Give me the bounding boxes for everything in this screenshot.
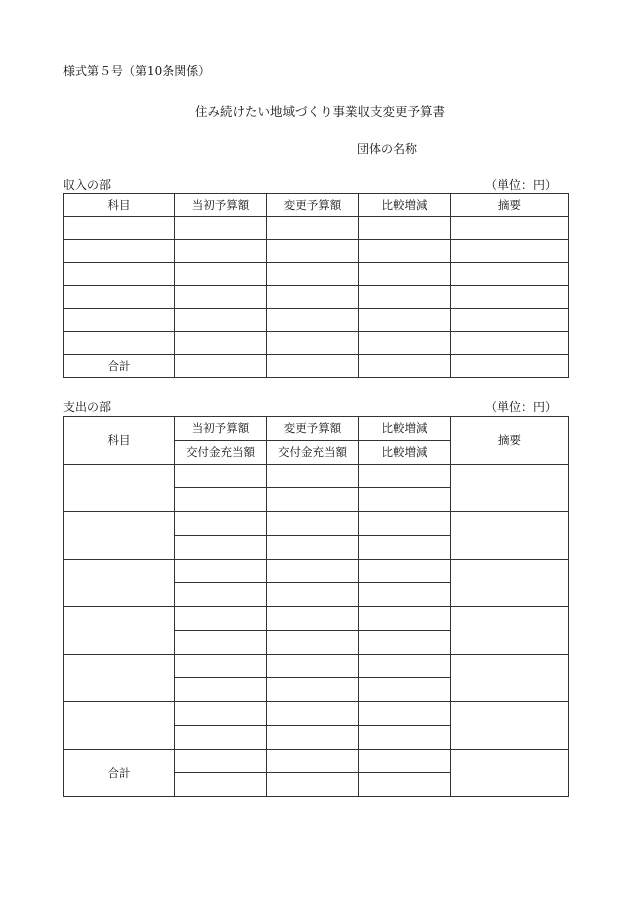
table-cell[interactable] (175, 654, 267, 678)
document-title: 住み続けたい地域づくり事業収支変更予算書 (194, 104, 445, 119)
table-cell[interactable] (64, 217, 175, 240)
table-row (64, 512, 569, 536)
table-cell[interactable] (267, 488, 359, 512)
expense-header-initial-budget: 当初予算額 (175, 417, 267, 441)
table-cell[interactable] (451, 309, 569, 332)
table-cell[interactable] (267, 263, 359, 286)
expense-section-header (63, 398, 567, 415)
form-label: 様式第５号（第10条関係） (63, 64, 211, 78)
table-cell[interactable] (175, 678, 267, 702)
table-cell[interactable] (175, 773, 267, 797)
table-cell[interactable] (267, 332, 359, 355)
income-total-row (64, 355, 569, 378)
table-cell[interactable] (359, 488, 451, 512)
table-row (64, 332, 569, 355)
table-cell[interactable] (359, 535, 451, 559)
income-heading: 収入の部 (63, 178, 112, 192)
table-cell[interactable] (175, 355, 267, 378)
income-section-header (63, 176, 567, 193)
income-header-summary: 摘要 (451, 194, 569, 217)
expense-header-initial-grant: 交付金充当額 (175, 440, 267, 464)
table-cell[interactable] (451, 654, 569, 702)
table-cell[interactable] (359, 512, 451, 536)
table-cell[interactable] (451, 355, 569, 378)
table-cell[interactable] (64, 263, 175, 286)
organization-name-label: 団体の名称 (357, 142, 418, 156)
table-cell[interactable] (267, 464, 359, 488)
table-cell[interactable] (267, 725, 359, 749)
table-row (64, 607, 569, 631)
table-cell[interactable] (267, 607, 359, 631)
table-cell[interactable] (267, 512, 359, 536)
table-cell[interactable] (451, 464, 569, 512)
table-cell[interactable] (267, 702, 359, 726)
expense-table (63, 416, 569, 797)
table-cell[interactable] (267, 583, 359, 607)
table-cell[interactable] (267, 630, 359, 654)
table-cell[interactable] (267, 559, 359, 583)
expense-header-difference: 比較増減 (359, 417, 451, 441)
table-cell[interactable] (267, 535, 359, 559)
income-header-subject: 科目 (64, 194, 175, 217)
table-cell[interactable] (175, 725, 267, 749)
table-row (64, 654, 569, 678)
table-cell[interactable] (359, 654, 451, 678)
table-cell[interactable] (359, 240, 451, 263)
expense-total-row (64, 749, 569, 773)
table-cell[interactable] (175, 630, 267, 654)
table-cell[interactable] (267, 217, 359, 240)
table-row (64, 286, 569, 309)
table-cell[interactable] (175, 607, 267, 631)
expense-header-grant-difference: 比較増減 (359, 440, 451, 464)
expense-header-revised-grant: 交付金充当額 (267, 440, 359, 464)
table-cell[interactable] (451, 240, 569, 263)
table-cell[interactable] (64, 286, 175, 309)
income-unit: （単位：円） (484, 178, 557, 192)
table-cell[interactable] (359, 773, 451, 797)
table-cell[interactable] (359, 332, 451, 355)
table-cell[interactable] (267, 286, 359, 309)
table-cell[interactable] (64, 240, 175, 263)
table-cell[interactable] (359, 607, 451, 631)
income-header-row (64, 194, 569, 217)
table-cell[interactable] (64, 309, 175, 332)
table-cell[interactable] (359, 725, 451, 749)
table-row (64, 217, 569, 240)
table-cell[interactable] (175, 512, 267, 536)
table-cell[interactable] (64, 654, 175, 702)
table-cell[interactable] (267, 309, 359, 332)
income-header-initial-budget: 当初予算額 (175, 194, 267, 217)
table-cell[interactable] (175, 488, 267, 512)
table-cell[interactable] (451, 749, 569, 797)
table-cell[interactable] (451, 217, 569, 240)
table-cell[interactable] (267, 355, 359, 378)
expense-header-summary: 摘要 (451, 417, 569, 465)
expense-heading: 支出の部 (63, 400, 112, 414)
table-row (64, 263, 569, 286)
table-cell[interactable] (175, 583, 267, 607)
table-cell[interactable] (175, 332, 267, 355)
table-cell[interactable] (451, 702, 569, 750)
table-cell[interactable] (175, 309, 267, 332)
table-cell[interactable] (267, 678, 359, 702)
income-header-difference: 比較増減 (359, 194, 451, 217)
table-cell[interactable] (175, 535, 267, 559)
table-cell[interactable] (359, 630, 451, 654)
table-cell[interactable] (64, 464, 175, 512)
table-cell[interactable] (175, 263, 267, 286)
table-cell[interactable] (359, 217, 451, 240)
expense-total-label: 合計 (64, 749, 175, 797)
table-row (64, 309, 569, 332)
table-cell[interactable] (359, 464, 451, 488)
table-cell[interactable] (175, 749, 267, 773)
table-cell[interactable] (267, 773, 359, 797)
table-cell[interactable] (64, 607, 175, 655)
table-row (64, 702, 569, 726)
table-cell[interactable] (175, 464, 267, 488)
table-cell[interactable] (267, 654, 359, 678)
income-header-revised-budget: 変更予算額 (267, 194, 359, 217)
table-cell[interactable] (451, 512, 569, 560)
table-cell[interactable] (451, 332, 569, 355)
table-cell[interactable] (175, 702, 267, 726)
table-cell[interactable] (451, 286, 569, 309)
table-cell[interactable] (175, 559, 267, 583)
table-cell[interactable] (359, 702, 451, 726)
table-cell[interactable] (359, 559, 451, 583)
table-row (64, 559, 569, 583)
table-cell[interactable] (64, 559, 175, 607)
table-cell[interactable] (451, 607, 569, 655)
table-cell[interactable] (359, 286, 451, 309)
income-total-label: 合計 (64, 355, 175, 378)
table-cell[interactable] (451, 559, 569, 607)
table-cell[interactable] (359, 583, 451, 607)
table-cell[interactable] (267, 240, 359, 263)
table-cell[interactable] (359, 355, 451, 378)
table-cell[interactable] (175, 286, 267, 309)
table-cell[interactable] (359, 749, 451, 773)
table-cell[interactable] (359, 263, 451, 286)
table-cell[interactable] (64, 332, 175, 355)
table-cell[interactable] (175, 240, 267, 263)
expense-unit: （単位：円） (484, 400, 557, 414)
income-table (63, 193, 569, 378)
table-cell[interactable] (64, 512, 175, 560)
table-cell[interactable] (175, 217, 267, 240)
table-cell[interactable] (359, 309, 451, 332)
table-cell[interactable] (64, 702, 175, 750)
expense-header-subject: 科目 (64, 417, 175, 465)
table-row (64, 464, 569, 488)
table-cell[interactable] (267, 749, 359, 773)
table-cell[interactable] (451, 263, 569, 286)
table-cell[interactable] (359, 678, 451, 702)
table-row (64, 240, 569, 263)
expense-header-revised-budget: 変更予算額 (267, 417, 359, 441)
expense-header-row-1 (64, 417, 569, 441)
